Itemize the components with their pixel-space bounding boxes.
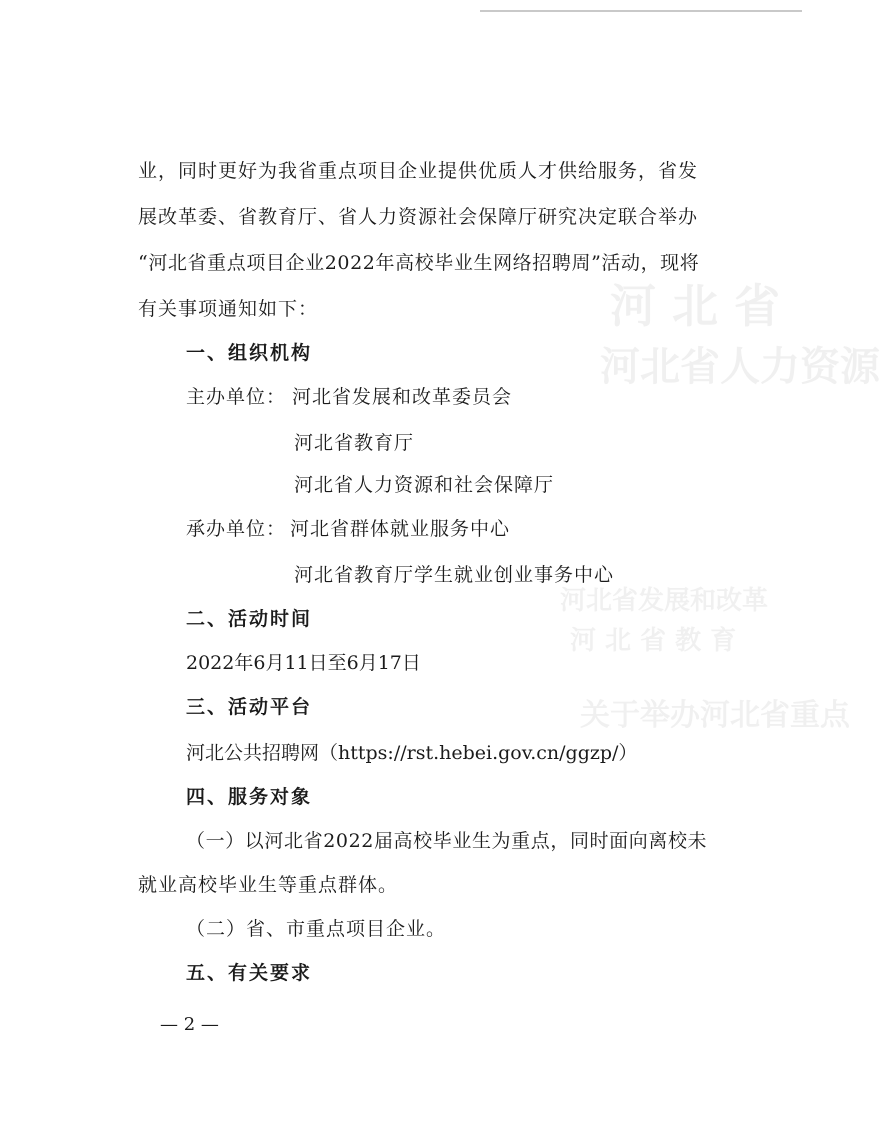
scan-border-line [480,10,802,12]
section-heading-time: 二、活动时间 [186,608,313,630]
audience-item-1-line-2: 就业高校毕业生等重点群体。 [138,874,399,896]
organizer-label: 承办单位： [186,518,287,540]
organizer-unit-1: 河北省群体就业服务中心 [290,518,511,540]
audience-item-1-line-1: （一）以河北省2022届高校毕业生为重点，同时面向离校未 [186,830,708,852]
intro-line-4: 有关事项通知如下： [138,298,319,320]
intro-line-2: 展改革委、省教育厅、省人力资源社会保障厅研究决定联合举办 [138,206,699,228]
bleed-through-text: 河北省人力资源 [600,343,880,390]
page-number: — 2 — [160,1014,219,1035]
host-unit-1: 河北省发展和改革委员会 [292,386,513,408]
activity-time: 2022年6月11日至6月17日 [186,652,421,674]
bleed-through-text: 关于举办河北省重点 [580,698,850,733]
intro-line-1: 业，同时更好为我省重点项目企业提供优质人才供给服务，省发 [138,160,699,182]
host-unit-3: 河北省人力资源和社会保障厅 [294,474,555,496]
section-heading-platform: 三、活动平台 [186,696,313,718]
bleed-through-text: 河 北 省 [610,279,781,333]
bleed-through-text: 河 北 省 教 育 [570,626,737,656]
host-unit-2: 河北省教育厅 [294,432,415,454]
bleed-through-text: 河北省发展和改革 [560,586,769,616]
host-label: 主办单位： [186,386,287,408]
section-heading-requirements: 五、有关要求 [186,962,313,984]
organizer-unit-2: 河北省教育厅学生就业创业事务中心 [294,564,615,586]
section-heading-organization: 一、组织机构 [186,342,313,364]
intro-line-3: “河北省重点项目企业2022年高校毕业生网络招聘周”活动，现将 [138,252,700,274]
audience-item-2: （二）省、市重点项目企业。 [186,918,447,940]
activity-platform: 河北公共招聘网（https://rst.hebei.gov.cn/ggzp/） [186,742,638,764]
section-heading-audience: 四、服务对象 [186,786,313,808]
